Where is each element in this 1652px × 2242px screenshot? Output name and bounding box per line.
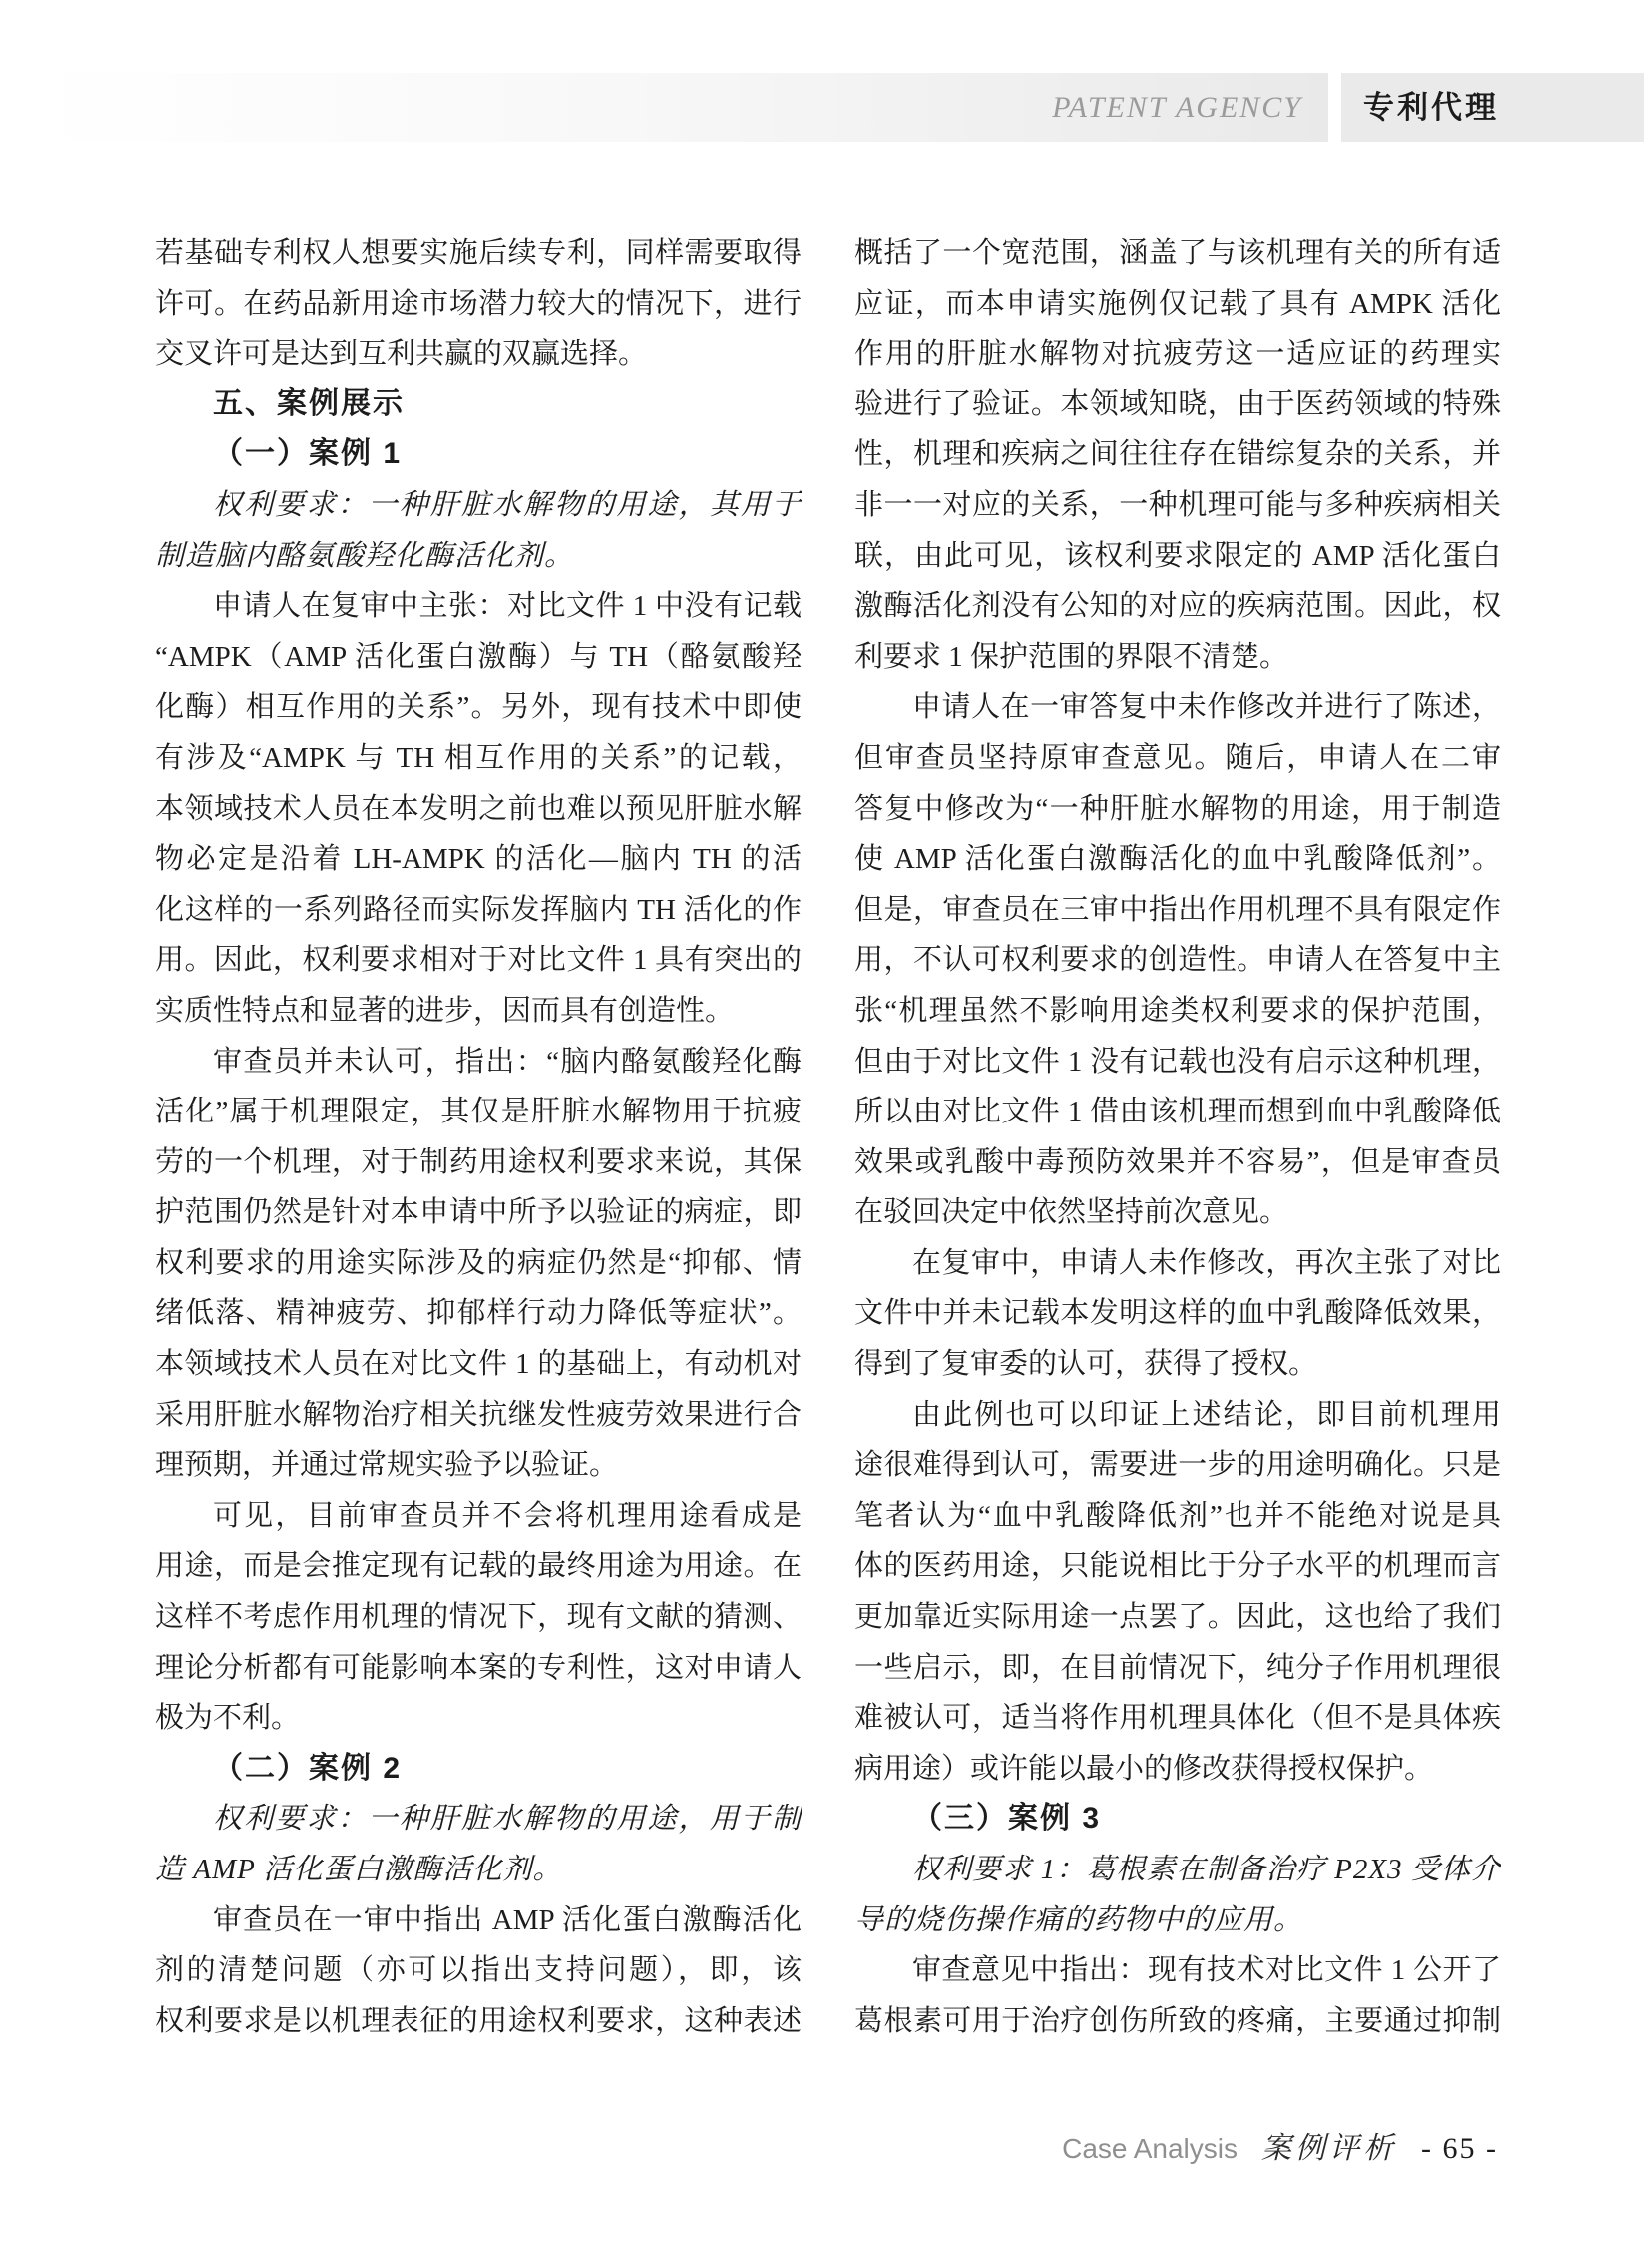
text-line: 葛根素可用于治疗创伤所致的疼痛，主要通过抑制 [854,2004,1501,2037]
text-line: 有涉及“AMPK 与 TH 相互作用的关系”的记载， [155,741,802,774]
text-line: 理预期，并通过常规实验予以验证。 [155,1449,619,1482]
text-line: 化酶）相互作用的关系”。另外，现有技术中即使 [155,691,802,724]
text-line: 病用途）或许能以最小的修改获得授权保护。 [854,1752,1434,1785]
text-line: 劳的一个机理，对于制药用途权利要求来说，其保 [155,1145,802,1178]
text-line: 权利要求 1：葛根素在制备治疗 P2X3 受体介 [912,1854,1501,1885]
text-line: 作用的肝脏水解物对抗疲劳这一适应证的药理实 [854,338,1501,371]
text-line: 用。因此，权利要求相对于对比文件 1 具有突出的 [155,944,802,977]
text-line: 交叉许可是达到互利共赢的双赢选择。 [155,338,648,371]
text-line: 但审查员坚持原审查意见。随后，申请人在二审 [854,741,1501,774]
text-line: 审查意见中指出：现有技术对比文件 1 公开了 [912,1954,1501,1987]
text-line: 审查员并未认可，指出：“脑内酪氨酸羟化酶 [213,1045,802,1078]
text-line: 理论分析都有可能影响本案的专利性，这对申请人 [155,1651,802,1684]
text-line: 但由于对比文件 1 没有记载也没有启示这种机理， [854,1045,1501,1078]
text-line: 在驳回决定中依然坚持前次意见。 [854,1196,1289,1229]
text-line: 权利要求：一种肝脏水解物的用途，用于制 [213,1803,802,1836]
footer-zh-label: 案例评析 [1261,2132,1398,2165]
text-line: 但是，审查员在三审中指出作用机理不具有限定作 [854,893,1501,926]
section-label: 专利代理 [1363,90,1499,125]
page-number: - 65 - [1421,2132,1498,2165]
text-line: 申请人在一审答复中未作修改并进行了陈述， [912,691,1501,724]
text-line: 剂的清楚问题（亦可以指出支持问题），即，该 [155,1954,802,1987]
text-line: 许可。在药品新用途市场潜力较大的情况下，进行 [155,287,802,320]
text-line: 激酶活化剂没有公知的对应的疾病范围。因此，权 [854,590,1501,623]
text-line: 若基础专利权人想要实施后续专利，同样需要取得 [155,237,802,269]
text-line: 文件中并未记载本发明这样的血中乳酸降低效果， [854,1297,1501,1330]
header-bar [35,73,1328,142]
text-line: 导的烧伤操作痛的药物中的应用。 [854,1903,1304,1936]
text-line: “AMPK（AMP 活化蛋白激酶）与 TH（酪氨酸羟 [155,640,802,673]
section-label-box [1341,73,1644,142]
text-line: 用途，而是会推定现有记载的最终用途为用途。在 [155,1550,802,1583]
text-line: 更加靠近实际用途一点罢了。因此，这也给了我们 [854,1601,1501,1634]
text-line: 本领域技术人员在本发明之前也难以预见肝脏水解 [155,792,802,825]
text-line: 权利要求：一种肝脏水解物的用途，其用于 [213,488,802,521]
text-line: 护范围仍然是针对本申请中所予以验证的病症，即 [155,1196,802,1229]
footer-en-label: Case Analysis [1062,2133,1239,2164]
text-line: 使 AMP 活化蛋白激酶活化的血中乳酸降低剂”。 [854,843,1501,876]
text-line: 难被认可，适当将作用机理具体化（但不是具体疾 [854,1702,1501,1735]
text-line: 权利要求的用途实际涉及的病症仍然是“抑郁、情 [155,1246,802,1279]
text-line: 用，不认可权利要求的创造性。申请人在答复中主 [854,944,1501,977]
text-line: 造 AMP 活化蛋白激酶活化剂。 [155,1854,563,1885]
column-left [155,228,802,2046]
text-line: 可见，目前审查员并不会将机理用途看成是 [213,1499,802,1532]
text-line: 得到了复审委的认可，获得了授权。 [854,1348,1318,1381]
text-line: 绪低落、精神疲劳、抑郁样行动力降低等症状”。 [155,1297,802,1330]
text-line: 应证，而本申请实施例仅记载了具有 AMPK 活化 [854,287,1501,320]
text-line: （一）案例 1 [213,437,403,471]
text-line: 申请人在复审中主张：对比文件 1 中没有记载 [213,590,802,623]
text-line: 由此例也可以印证上述结论，即目前机理用 [912,1398,1501,1431]
patent-agency-label: PATENT AGENCY [1052,91,1302,124]
text-line: 采用肝脏水解物治疗相关抗继发性疲劳效果进行合 [155,1398,802,1431]
text-line: 物必定是沿着 LH-AMPK 的活化—脑内 TH 的活 [155,843,802,876]
column-right [854,228,1501,2046]
text-line: 活化”属于机理限定，其仅是肝脏水解物用于抗疲 [155,1096,802,1128]
text-line: 审查员在一审中指出 AMP 活化蛋白激酶活化 [213,1903,802,1936]
text-line: 五、案例展示 [213,386,405,420]
text-line: 非一一对应的关系，一种机理可能与多种疾病相关 [854,488,1501,521]
text-line: 一些启示，即，在目前情况下，纯分子作用机理很 [854,1651,1501,1684]
text-line: 权利要求是以机理表征的用途权利要求，这种表述 [155,2004,802,2037]
text-line: 张“机理虽然不影响用途类权利要求的保护范围， [854,994,1501,1027]
text-line: 化这样的一系列路径而实际发挥脑内 TH 活化的作 [155,893,802,926]
text-line: 笔者认为“血中乳酸降低剂”也并不能绝对说是具 [854,1499,1501,1532]
text-line: 效果或乳酸中毒预防效果并不容易”，但是审查员 [854,1145,1501,1178]
text-line: 验进行了验证。本领域知晓，由于医药领域的特殊 [854,387,1501,420]
text-line: 制造脑内酪氨酸羟化酶活化剂。 [155,539,575,572]
text-line: 利要求 1 保护范围的界限不清楚。 [854,640,1289,673]
text-line: 所以由对比文件 1 借由该机理而想到血中乳酸降低 [854,1096,1501,1128]
text-line: 答复中修改为“一种肝脏水解物的用途，用于制造 [854,792,1501,825]
text-line: 性，机理和疾病之间往往存在错综复杂的关系，并 [854,438,1501,471]
text-line: 体的医药用途，只能说相比于分子水平的机理而言 [854,1550,1501,1583]
text-line: 这样不考虑作用机理的情况下，现有文献的猜测、 [155,1601,802,1634]
text-line: 在复审中，申请人未作修改，再次主张了对比 [912,1246,1501,1279]
text-line: 途很难得到认可，需要进一步的用途明确化。只是 [854,1449,1501,1482]
text-line: 本领域技术人员在对比文件 1 的基础上，有动机对 [155,1348,802,1381]
text-line: 联，由此可见，该权利要求限定的 AMP 活化蛋白 [854,539,1501,572]
text-line: 概括了一个宽范围，涵盖了与该机理有关的所有适 [854,237,1501,269]
text-line: 极为不利。 [155,1702,301,1735]
text-line: （三）案例 3 [912,1802,1102,1836]
footer [1062,2123,1498,2167]
text-line: 实质性特点和显著的进步，因而具有创造性。 [155,994,735,1027]
text-line: （二）案例 2 [213,1751,403,1785]
